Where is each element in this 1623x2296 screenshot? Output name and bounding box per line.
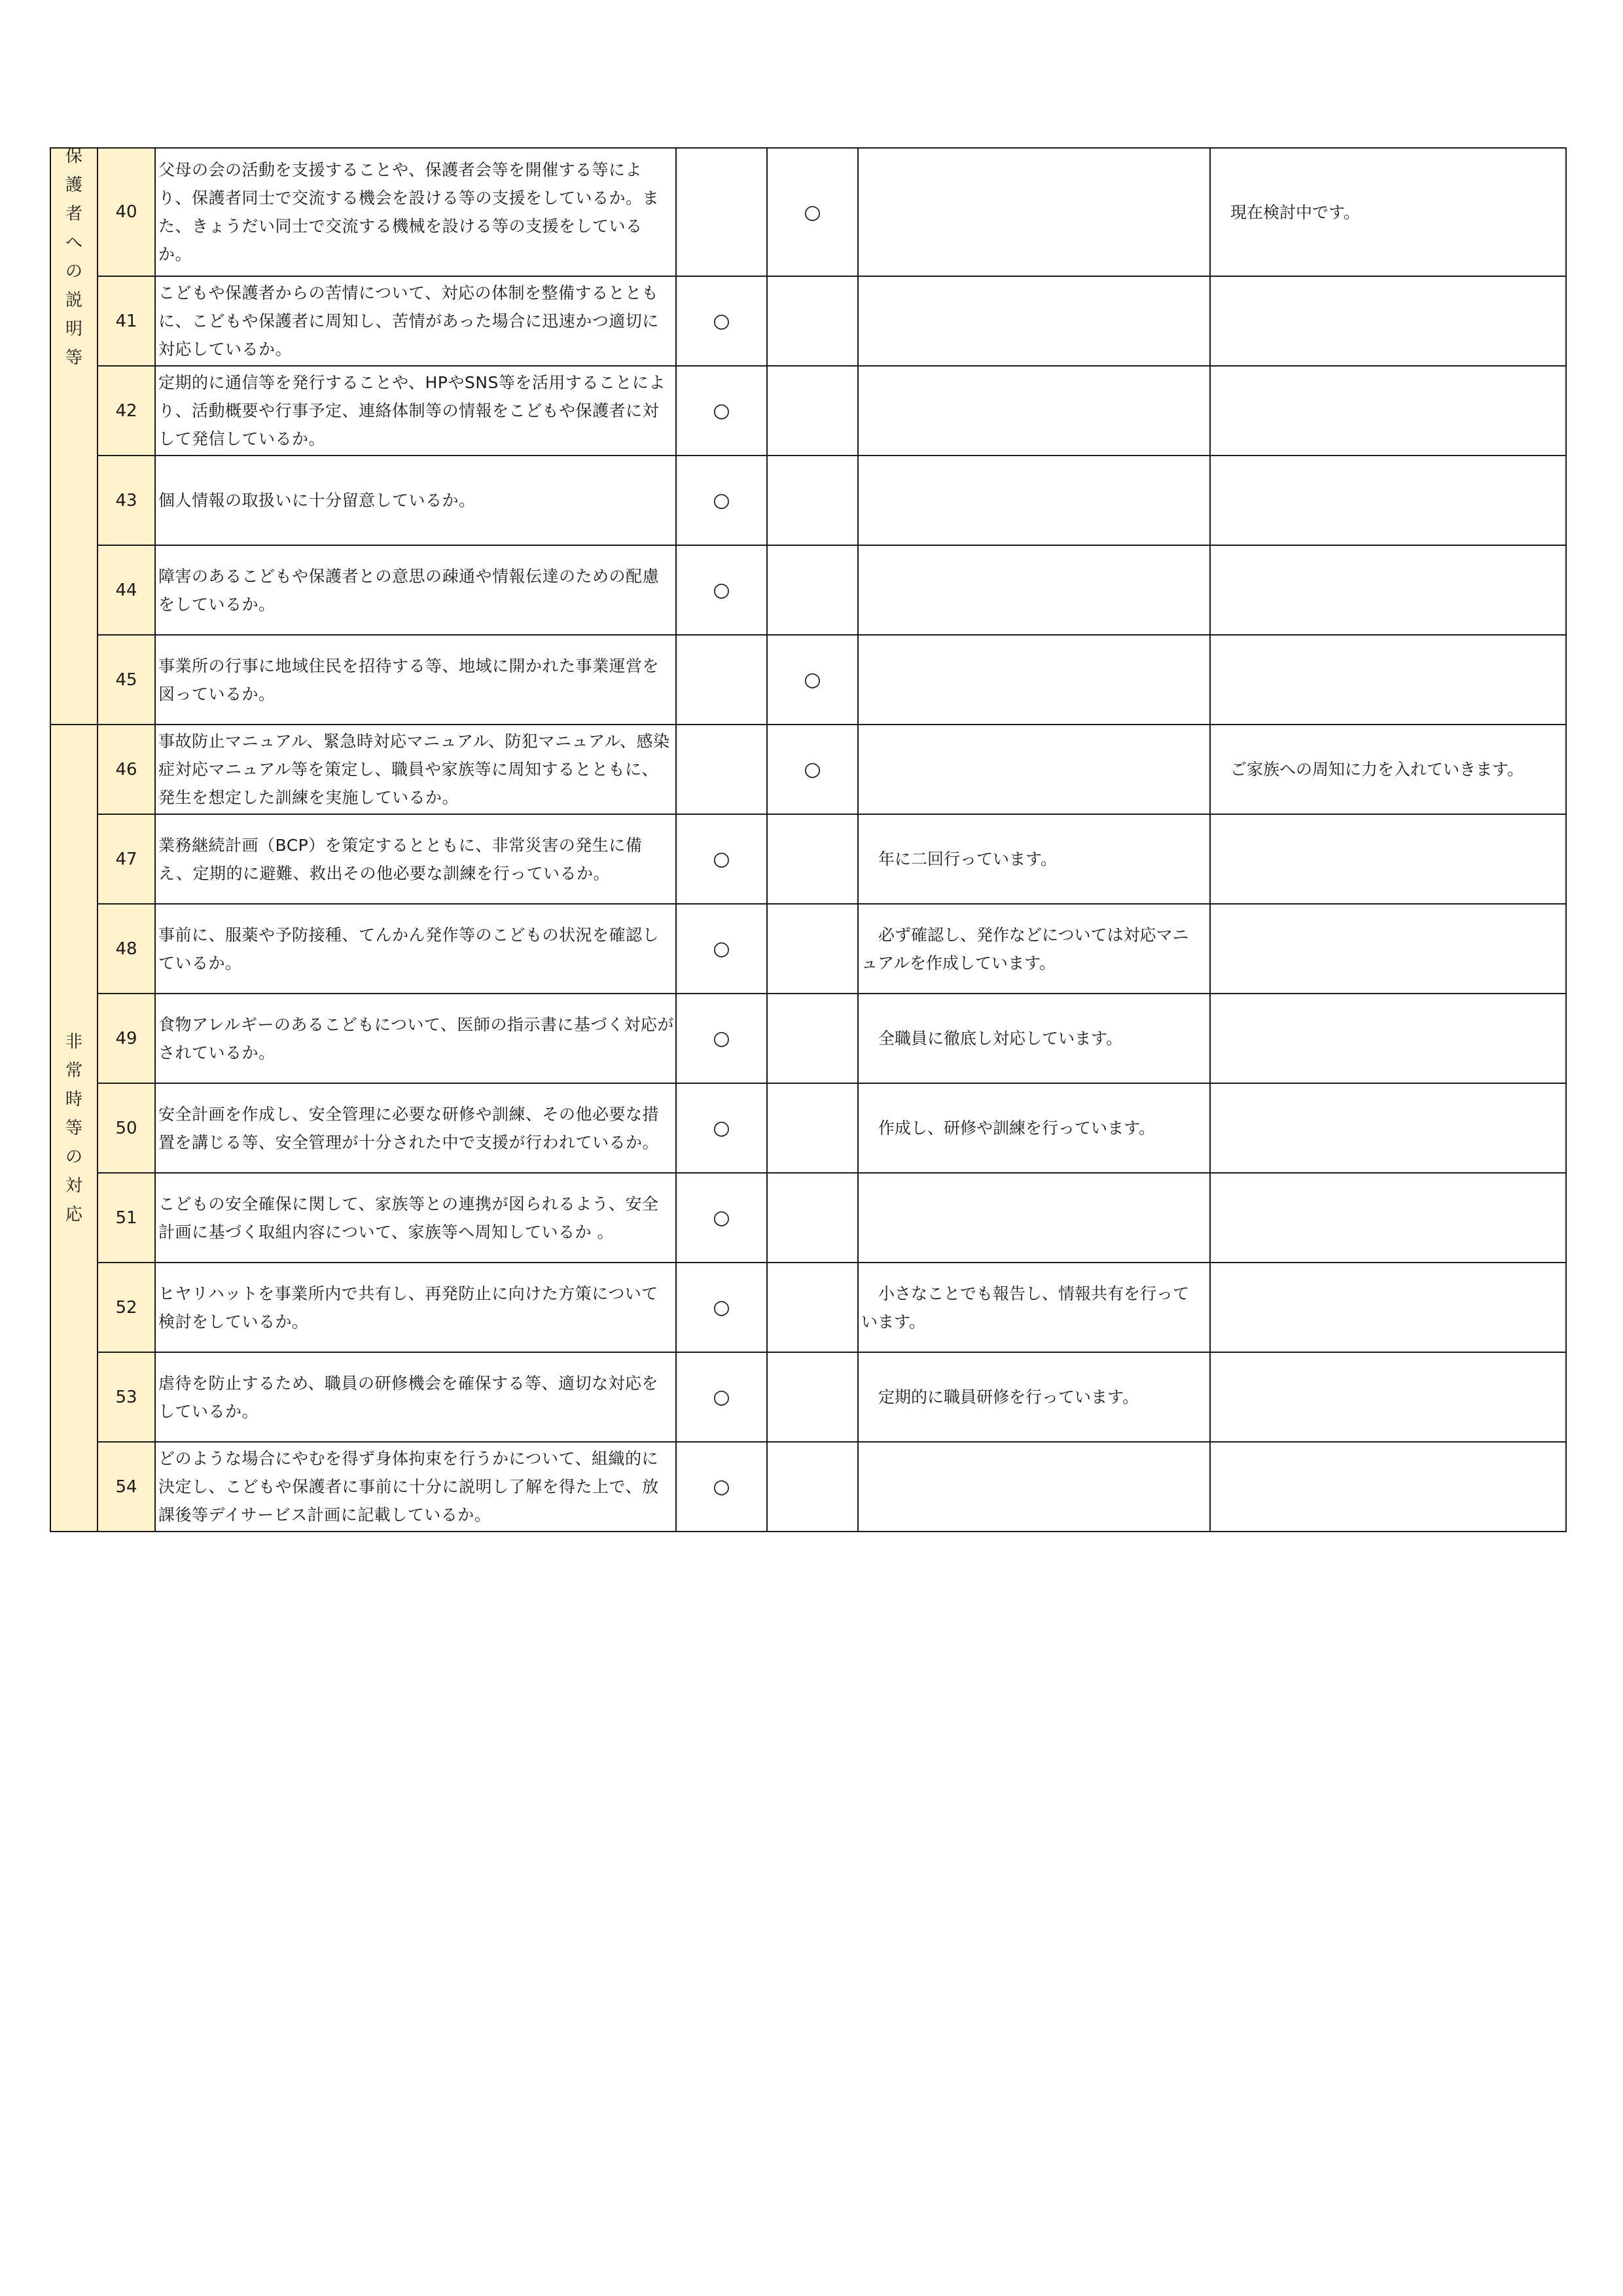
- item-number: 51: [98, 1173, 155, 1263]
- item-number: 47: [98, 814, 155, 904]
- comment-cell: [858, 276, 1210, 366]
- item-number: 40: [98, 148, 155, 276]
- comment-cell: 必ず確認し、発作などについては対応マニュアルを作成しています。: [858, 904, 1210, 994]
- yes-mark: ○: [676, 456, 767, 545]
- evaluation-table: [50, 147, 1567, 1532]
- category-label: 保護者への説明等: [65, 147, 82, 368]
- item-number: 44: [98, 545, 155, 635]
- category-cell: [50, 148, 98, 725]
- table-row: [50, 1442, 1566, 1532]
- question-text: 定期的に通信等を発行することや、HPやSNS等を活用することにより、活動概要や行事予定、連絡体制等の情報をこどもや保護者に対して発信しているか。: [155, 366, 676, 456]
- comment-cell: 定期的に職員研修を行っています。: [858, 1352, 1210, 1442]
- question-text: 業務継続計画（BCP）を策定するとともに、非常災害の発生に備え、定期的に避難、救出その他必要な訓練を行っているか。: [155, 814, 676, 904]
- item-number: 46: [98, 725, 155, 814]
- question-text: 個人情報の取扱いに十分留意しているか。: [155, 456, 676, 545]
- comment-cell: [858, 545, 1210, 635]
- table-row: [50, 366, 1566, 456]
- question-text: 事故防止マニュアル、緊急時対応マニュアル、防犯マニュアル、感染症対応マニュアル等を策定し、職員や家族等に周知するとともに、発生を想定した訓練を実施しているか。: [155, 725, 676, 814]
- yes-mark: ○: [676, 1173, 767, 1263]
- table-row: [50, 1352, 1566, 1442]
- no-mark: [767, 1173, 858, 1263]
- improvement-cell: [1210, 1263, 1566, 1352]
- question-text: どのような場合にやむを得ず身体拘束を行うかについて、組織的に決定し、こどもや保護者に事前に十分に説明し了解を得た上で、放課後等デイサービス計画に記載しているか。: [155, 1442, 676, 1532]
- no-mark: [767, 994, 858, 1083]
- improvement-cell: [1210, 1173, 1566, 1263]
- item-number: 53: [98, 1352, 155, 1442]
- yes-mark: ○: [676, 276, 767, 366]
- no-mark: [767, 1083, 858, 1173]
- yes-mark: ○: [676, 366, 767, 456]
- table-row: [50, 904, 1566, 994]
- item-number: 48: [98, 904, 155, 994]
- table-row: [50, 814, 1566, 904]
- no-mark: ○: [767, 725, 858, 814]
- question-text: 食物アレルギーのあるこどもについて、医師の指示書に基づく対応がされているか。: [155, 994, 676, 1083]
- improvement-cell: [1210, 1442, 1566, 1532]
- question-text: ヒヤリハットを事業所内で共有し、再発防止に向けた方策について検討をしているか。: [155, 1263, 676, 1352]
- yes-mark: ○: [676, 545, 767, 635]
- improvement-cell: [1210, 456, 1566, 545]
- yes-mark: ○: [676, 904, 767, 994]
- yes-mark: ○: [676, 1352, 767, 1442]
- no-mark: [767, 545, 858, 635]
- question-text: 事前に、服薬や予防接種、てんかん発作等のこどもの状況を確認しているか。: [155, 904, 676, 994]
- no-mark: [767, 276, 858, 366]
- yes-mark: ○: [676, 1083, 767, 1173]
- yes-mark: ○: [676, 1442, 767, 1532]
- no-mark: [767, 1263, 858, 1352]
- table-row: [50, 1263, 1566, 1352]
- question-text: 事業所の行事に地域住民を招待する等、地域に開かれた事業運営を図っているか。: [155, 635, 676, 725]
- table-row: [50, 456, 1566, 545]
- improvement-cell: ご家族への周知に力を入れていきます。: [1210, 725, 1566, 814]
- comment-cell: [858, 635, 1210, 725]
- question-text: こどもの安全確保に関して、家族等との連携が図られるよう、安全計画に基づく取組内容について、家族等へ周知しているか 。: [155, 1173, 676, 1263]
- yes-mark: [676, 635, 767, 725]
- comment-cell: [858, 366, 1210, 456]
- item-number: 42: [98, 366, 155, 456]
- improvement-cell: 現在検討中です。: [1210, 148, 1566, 276]
- improvement-cell: [1210, 904, 1566, 994]
- comment-cell: [858, 456, 1210, 545]
- yes-mark: ○: [676, 994, 767, 1083]
- table-row: [50, 1173, 1566, 1263]
- table-row: [50, 1083, 1566, 1173]
- no-mark: ○: [767, 635, 858, 725]
- table-row: [50, 276, 1566, 366]
- yes-mark: [676, 148, 767, 276]
- improvement-cell: [1210, 814, 1566, 904]
- item-number: 45: [98, 635, 155, 725]
- improvement-cell: [1210, 366, 1566, 456]
- comment-cell: 小さなことでも報告し、情報共有を行っています。: [858, 1263, 1210, 1352]
- question-text: 父母の会の活動を支援することや、保護者会等を開催する等により、保護者同士で交流する機会を設ける等の支援をしているか。また、きょうだい同士で交流する機械を設ける等の支援をしているか。: [155, 148, 676, 276]
- item-number: 52: [98, 1263, 155, 1352]
- improvement-cell: [1210, 545, 1566, 635]
- no-mark: [767, 1352, 858, 1442]
- no-mark: [767, 814, 858, 904]
- improvement-cell: [1210, 1083, 1566, 1173]
- no-mark: [767, 456, 858, 545]
- comment-cell: [858, 1173, 1210, 1263]
- question-text: 虐待を防止するため、職員の研修機会を確保する等、適切な対応をしているか。: [155, 1352, 676, 1442]
- no-mark: [767, 366, 858, 456]
- table-row: [50, 635, 1566, 725]
- item-number: 43: [98, 456, 155, 545]
- comment-cell: 年に二回行っています。: [858, 814, 1210, 904]
- no-mark: ○: [767, 148, 858, 276]
- table-row: [50, 545, 1566, 635]
- no-mark: [767, 904, 858, 994]
- improvement-cell: [1210, 276, 1566, 366]
- item-number: 49: [98, 994, 155, 1083]
- comment-cell: 作成し、研修や訓練を行っています。: [858, 1083, 1210, 1173]
- improvement-cell: [1210, 1352, 1566, 1442]
- item-number: 50: [98, 1083, 155, 1173]
- comment-cell: [858, 725, 1210, 814]
- table-row: [50, 148, 1566, 276]
- improvement-cell: [1210, 635, 1566, 725]
- item-number: 41: [98, 276, 155, 366]
- comment-cell: [858, 148, 1210, 276]
- question-text: 障害のあるこどもや保護者との意思の疎通や情報伝達のための配慮をしているか。: [155, 545, 676, 635]
- question-text: こどもや保護者からの苦情について、対応の体制を整備するとともに、こどもや保護者に周知し、苦情があった場合に迅速かつ適切に対応しているか。: [155, 276, 676, 366]
- no-mark: [767, 1442, 858, 1532]
- question-text: 安全計画を作成し、安全管理に必要な研修や訓練、その他必要な措置を講じる等、安全管理が十分された中で支援が行われているか。: [155, 1083, 676, 1173]
- yes-mark: ○: [676, 814, 767, 904]
- yes-mark: ○: [676, 1263, 767, 1352]
- yes-mark: [676, 725, 767, 814]
- comment-cell: [858, 1442, 1210, 1532]
- item-number: 54: [98, 1442, 155, 1532]
- improvement-cell: [1210, 994, 1566, 1083]
- category-label: 非常時等の対応: [65, 1031, 82, 1225]
- category-cell: [50, 725, 98, 1532]
- table-row: [50, 994, 1566, 1083]
- comment-cell: 全職員に徹底し対応しています。: [858, 994, 1210, 1083]
- table-row: [50, 725, 1566, 814]
